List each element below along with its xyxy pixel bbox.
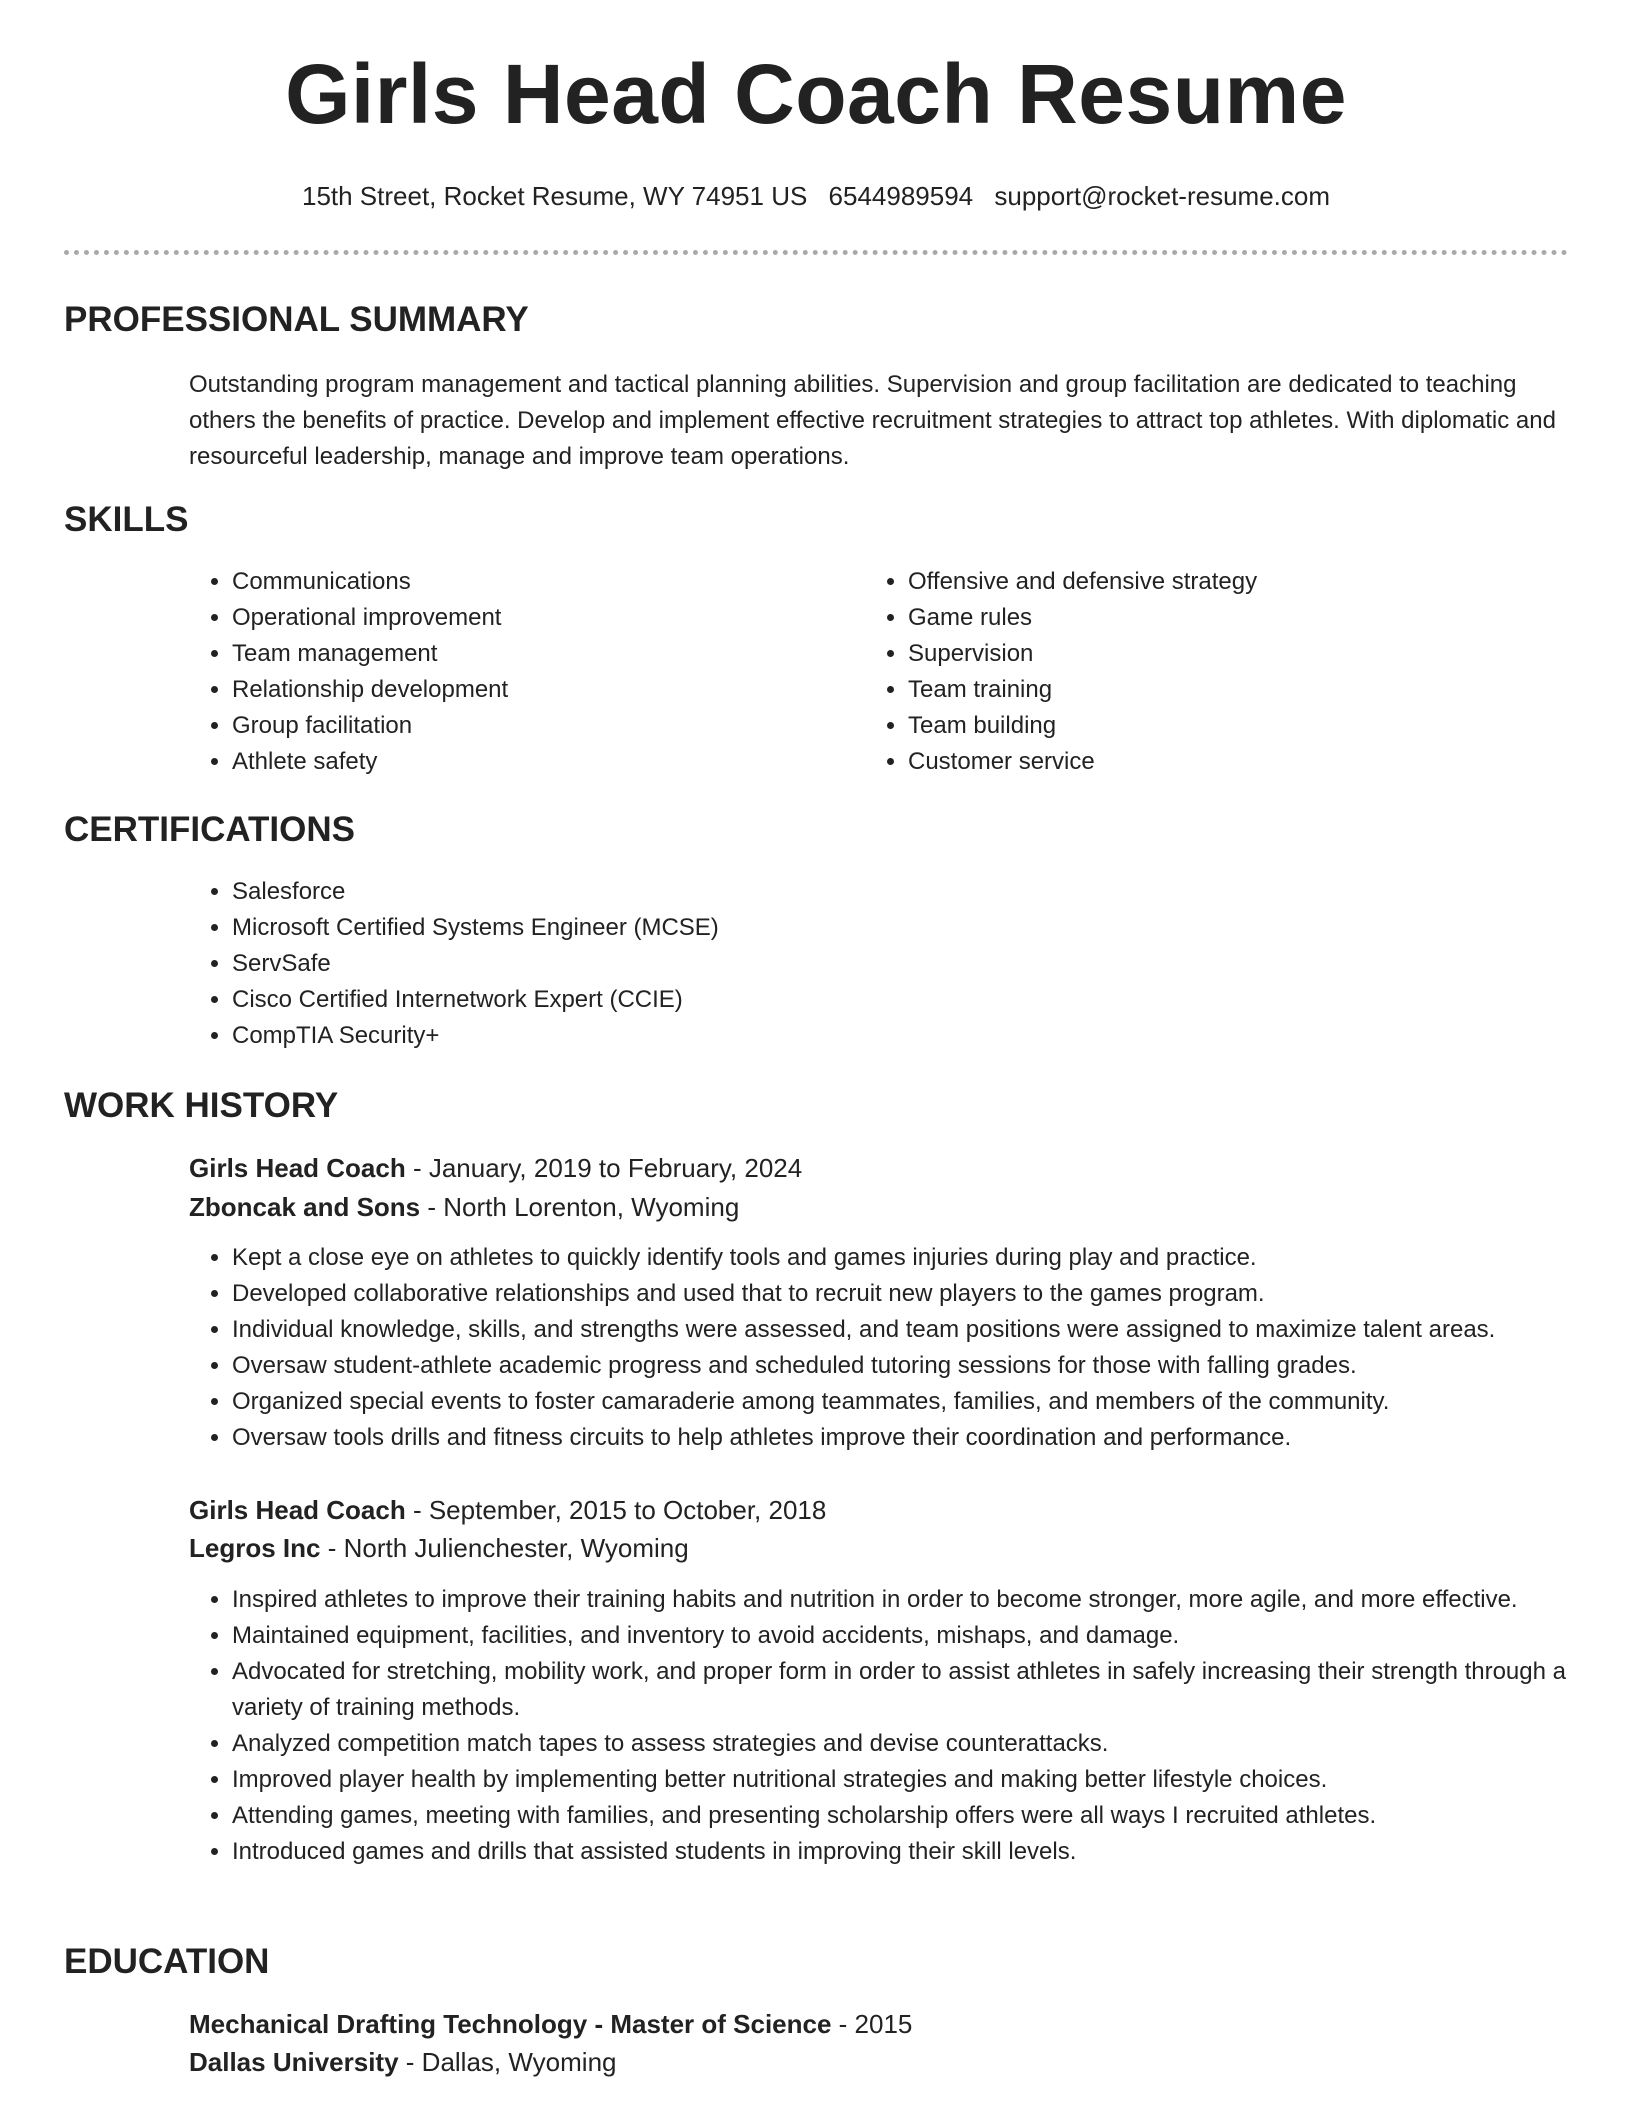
- list-item: • Team building: [908, 708, 1548, 744]
- job-1-bullets: [189, 1240, 1632, 1456]
- list-item: • Supervision: [908, 636, 1548, 672]
- contact-line: [0, 183, 1632, 209]
- summary-text: Outstanding program management and tactical planning abilities. Supervision and group facilitation are dedicated to teaching others the benefits of practice. Develop and implement effective recruitment strategies to attract top athletes. With diplomatic and resourceful leadership, manage and improve team operations.: [189, 371, 1556, 470]
- list-item: • Athlete safety: [232, 744, 872, 780]
- list-item: • Communications: [232, 564, 872, 600]
- list-item: • Organized special events to foster camaraderie among teammates, families, and members of the community.: [232, 1384, 1632, 1420]
- job-2-company-line: [189, 1535, 689, 1561]
- list-item: • Relationship development: [232, 672, 872, 708]
- list-item: • Kept a close eye on athletes to quickly identify tools and games injuries during play and practice.: [232, 1240, 1632, 1276]
- list-item: • Game rules: [908, 600, 1548, 636]
- job-2-title-line: [189, 1497, 826, 1523]
- job-2-role: Girls Head Coach: [189, 1495, 406, 1525]
- job-2-location: - North Julienchester, Wyoming: [320, 1533, 689, 1563]
- list-item: • Cisco Certified Internetwork Expert (CCIE): [232, 982, 1532, 1018]
- list-item: • Developed collaborative relationships and used that to recruit new players to the games program.: [232, 1276, 1632, 1312]
- list-item: • Salesforce: [232, 874, 1532, 910]
- skills-list-right: [865, 564, 1548, 780]
- list-item: • Inspired athletes to improve their training habits and nutrition in order to become stronger, more agile, and more effective.: [232, 1582, 1567, 1618]
- skills-heading: SKILLS: [64, 500, 189, 539]
- list-item: • ServSafe: [232, 946, 1532, 982]
- list-item: • Operational improvement: [232, 600, 872, 636]
- header-divider: [64, 250, 1568, 255]
- education-degree-line: [189, 2011, 912, 2037]
- work-history-heading: WORK HISTORY: [64, 1086, 339, 1125]
- job-1-role: Girls Head Coach: [189, 1153, 406, 1183]
- job-1-title-line: [189, 1155, 802, 1181]
- list-item: • CompTIA Security+: [232, 1018, 1532, 1054]
- summary-heading: PROFESSIONAL SUMMARY: [64, 300, 529, 339]
- skills-list-left: [189, 564, 872, 780]
- job-2-dates: - September, 2015 to October, 2018: [405, 1495, 827, 1525]
- contact-email: support@rocket-resume.com: [994, 181, 1331, 211]
- education-year: - 2015: [831, 2009, 913, 2039]
- list-item: • Attending games, meeting with families, and presenting scholarship offers were all ways I recruited athletes.: [232, 1798, 1567, 1834]
- list-item: • Customer service: [908, 744, 1548, 780]
- contact-address: 15th Street, Rocket Resume, WY 74951 US: [301, 181, 808, 211]
- list-item: • Improved player health by implementing better nutritional strategies and making better lifestyle choices.: [232, 1762, 1567, 1798]
- list-item: • Analyzed competition match tapes to assess strategies and devise counterattacks.: [232, 1726, 1567, 1762]
- list-item: • Introduced games and drills that assisted students in improving their skill levels.: [232, 1834, 1567, 1870]
- job-1-dates: - January, 2019 to February, 2024: [405, 1153, 803, 1183]
- list-item: • Team training: [908, 672, 1548, 708]
- certifications-heading: CERTIFICATIONS: [64, 810, 356, 849]
- list-item: • Maintained equipment, facilities, and inventory to avoid accidents, mishaps, and damage.: [232, 1618, 1567, 1654]
- list-item: • Individual knowledge, skills, and strengths were assessed, and team positions were assigned to maximize talent areas.: [232, 1312, 1632, 1348]
- job-1-company: Zboncak and Sons: [189, 1192, 421, 1222]
- contact-phone: 6544989594: [828, 181, 974, 211]
- job-2-bullets: [189, 1582, 1567, 1870]
- list-item: • Microsoft Certified Systems Engineer (MCSE): [232, 910, 1532, 946]
- list-item: • Oversaw tools drills and fitness circuits to help athletes improve their coordination and performance.: [232, 1420, 1632, 1456]
- education-location: - Dallas, Wyoming: [398, 2047, 617, 2077]
- education-heading: EDUCATION: [64, 1942, 270, 1981]
- education-degree: Mechanical Drafting Technology - Master of Science: [189, 2009, 832, 2039]
- resume-title: Girls Head Coach Resume: [285, 47, 1347, 141]
- education-school: Dallas University: [189, 2047, 399, 2077]
- job-1-company-line: [189, 1194, 739, 1220]
- list-item: • Offensive and defensive strategy: [908, 564, 1548, 600]
- list-item: • Team management: [232, 636, 872, 672]
- job-1-location: - North Lorenton, Wyoming: [420, 1192, 740, 1222]
- education-school-line: [189, 2049, 617, 2075]
- list-item: • Advocated for stretching, mobility work, and proper form in order to assist athletes in safely increasing their strength through a variety of training methods.: [232, 1654, 1567, 1726]
- certifications-list: [189, 874, 1532, 1054]
- job-2-company: Legros Inc: [189, 1533, 321, 1563]
- list-item: • Oversaw student-athlete academic progress and scheduled tutoring sessions for those with falling grades.: [232, 1348, 1632, 1384]
- list-item: • Group facilitation: [232, 708, 872, 744]
